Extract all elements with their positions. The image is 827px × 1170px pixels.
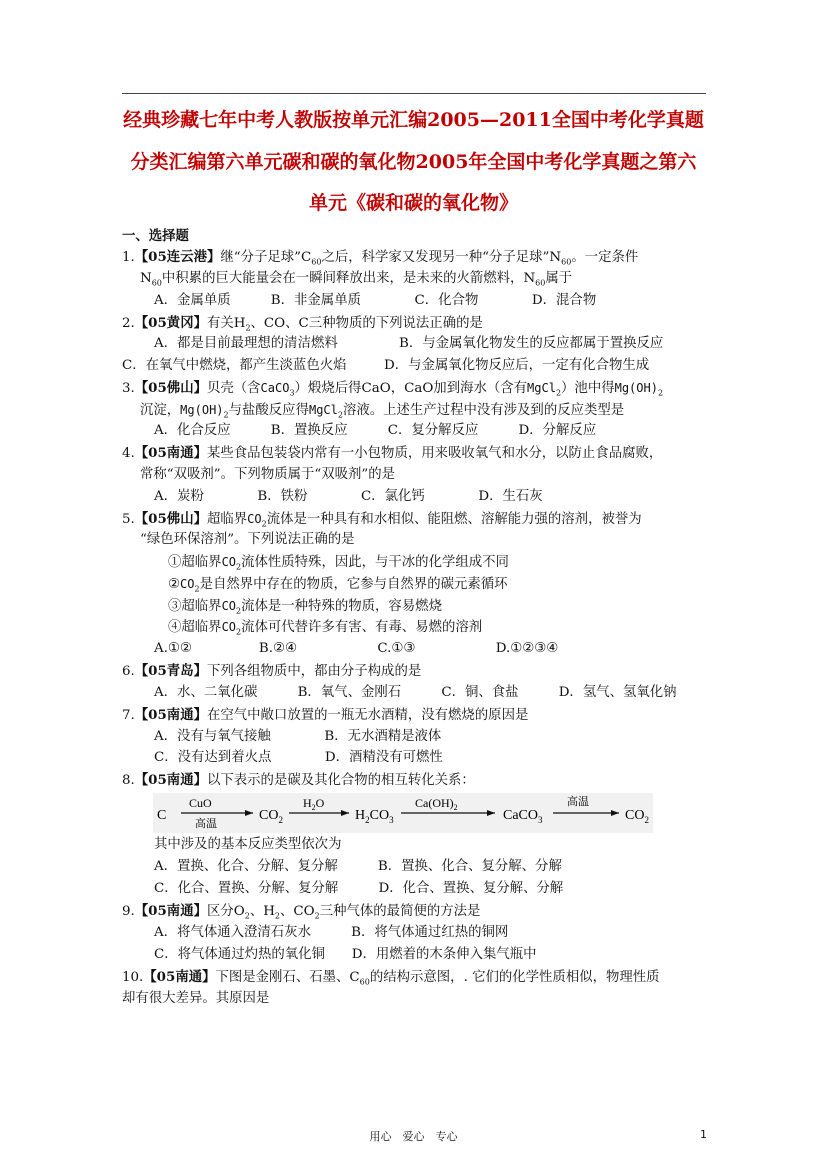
document-title-line-2: 分类汇编第六单元碳和碳的氧化物2005年全国中考化学真题之第六 [130,151,697,173]
section-heading: 一、选择题 [122,228,189,244]
scheme-gaowen-2: 高温 [567,796,589,808]
question-1-cont: $N_{60}$中积累的巨大能量会在一瞬间释放出来，是未来的火箭燃料，$N_{60}$属于 [140,271,573,288]
arrow-3-head-icon [487,810,495,816]
question-2-option-c: C．在氧气中燃烧，都产生淡蓝色火焰 [122,358,347,373]
question-5-statement-2: $②CO_2$是自然界中存在的物质，它参与自然界的碳元素循环 [168,577,508,594]
question-8: 8.【05南通】以下表示的是碳及其化合物的相互转化关系： [122,772,475,788]
scheme-caoh2: $Ca(OH)_2$ [415,796,458,812]
question-5-statement-4: ④超临界$CO_2$流体可代替许多有害、有毒、易燃的溶剂 [168,620,483,637]
arrow-4-head-icon [611,810,619,816]
scheme-c: C [157,808,167,823]
question-7: 7.【05南通】在空气中敞口放置的一瓶无水酒精，没有燃烧的原因是 [122,707,529,723]
question-1: 1.【05连云港】继“分子足球$”C_{60}$之后，科学家又发现另一种“分子足球$”N_{60}$。一定条件 [122,249,639,267]
question-3-cont: 沉淀，$Mg(OH)_2$与盐酸反应得MgCl$_2$溶液。上述生产过程中没有涉及到的反应类型是 [140,403,625,420]
scheme-h2co3: $H_2CO_3$ [355,808,394,825]
arrow-2-head-icon [341,810,349,816]
question-5-options: A.①② B.②④ C.①③ D.①②③④ [154,641,559,656]
question-2-option-d: D．与金属氧化物反应后，一定有化合物生成 [384,358,650,373]
question-2-option-a: A．都是目前最理想的清洁燃料 [154,336,338,351]
page-footer: 用心 爱心 专心 [369,1130,458,1143]
question-2: 2.【05黄冈】有关$H_2$、CO、C三种物质的下列说法正确的是 [122,315,483,333]
question-2-option-b: B．与金属氧化物发生的反应都属于置换反应 [399,336,664,351]
question-4-options: A．炭粉 B．铁粉 C．氯化钙 D．生石灰 [154,489,543,504]
question-6-options: A．水、二氧化碳 B．氧气、金刚石 C．铜、食盐 D．氢气、氢氧化钠 [154,685,677,700]
question-5-cont: “绿色环保溶剂”。下列说法正确的是 [140,532,355,547]
question-10-cont: 却有很大差异。其原因是 [122,991,270,1006]
question-1-options: A．金属单质 B．非金属单质 C．化合物 D．混合物 [154,293,597,308]
question-7-options-ab: A．没有与氧气接触 B．无水酒精是液体 [154,729,442,744]
reaction-scheme [153,793,653,833]
question-5-statement-1: ①超临界$CO_2$流体性质特殊，因此，与干冰的化学组成不同 [168,555,509,572]
question-8-cont: 其中涉及的基本反应类型依次为 [154,837,342,852]
question-6: 6.【05青岛】下列各组物质中，都由分子构成的是 [122,663,422,679]
question-5: 5.【05佛山】超临界$CO_2$流体是一种具有和水相似、能阻燃、溶解能力强的溶剂，被誉为 [122,511,642,529]
document-title-line-1: 经典珍藏七年中考人教版按单元汇编2005—2011全国中考化学真题 [123,109,704,131]
page-number: 1 [700,1128,707,1141]
scheme-co2-b: $CO_2$ [625,808,649,825]
scheme-h2o: $H_2O$ [303,796,325,812]
question-9: 9.【05南通】区分$O_2$、$H_2$、$CO_2$三种气体的最简便的方法是 [122,903,481,921]
question-10: 10.【05南通】下图是金刚石、石墨、$C_{60}$的结构示意图，. 它们的化学性质相似，物理性质 [122,969,660,987]
question-5-statement-3: ③超临界$CO_2$流体是一种特殊的物质，容易燃烧 [168,599,442,616]
scheme-caco3: CaCO$_3$ [503,808,543,825]
question-9-options-ab: A．将气体通入澄清石灰水 B．将气体通过红热的铜网 [154,925,509,940]
question-7-options-cd: C．没有达到着火点 D．酒精没有可燃性 [154,750,443,765]
question-3: 3.【05佛山】贝壳（含CaCO$_3$）煅烧后得CaO，CaO加到海水（含有MgCl$_2$）池中得$Mg(OH)_2$ [122,380,664,398]
question-4: 4.【05南通】某些食品包装袋内常有一小包物质，用来吸收氧气和水分，以防止食品腐败， [122,445,663,461]
scheme-gaowen-1: 高温 [195,818,217,830]
scheme-co2-a: $CO_2$ [259,808,283,825]
question-8-options-cd: C．化合、置换、分解、复分解 D．化合、置换、复分解、分解 [154,881,564,896]
question-8-options-ab: A．置换、化合、分解、复分解 B．置换、化合、复分解、分解 [154,859,562,874]
document-title-line-3: 单元《碳和碳的氧化物》 [308,192,518,214]
scheme-cuo: CuO [189,796,212,810]
header-rule [122,93,706,94]
question-3-options: A．化合反应 B．置换反应 C．复分解反应 D．分解反应 [154,423,597,438]
question-4-cont: 常称“双吸剂”。下列物质属于“双吸剂”的是 [140,467,396,482]
question-9-options-cd: C．将气体通过灼热的氧化铜 D．用燃着的木条伸入集气瓶中 [154,947,537,962]
arrow-1-head-icon [245,810,253,816]
